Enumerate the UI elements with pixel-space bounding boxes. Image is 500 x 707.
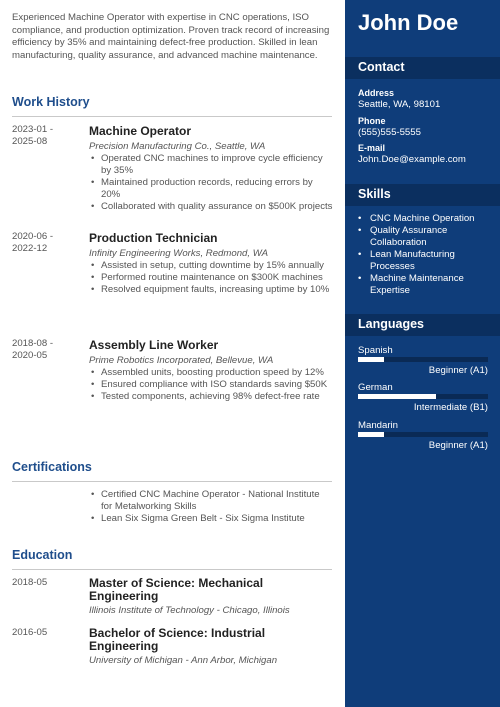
job-bullet: • Operated CNC machines to improve cycle efficiency by 35%: [89, 153, 333, 177]
language-entry: [358, 345, 488, 377]
language-proficiency-fill: [358, 394, 436, 399]
email-value[interactable]: John.Doe@example.com: [358, 154, 466, 165]
divider: [12, 116, 332, 117]
job-bullet: • Resolved equipment faults, increasing uptime by 10%: [89, 284, 333, 296]
phone-label: Phone: [358, 116, 386, 126]
language-name: Mandarin: [358, 420, 398, 431]
education-date: 2018-05: [12, 577, 48, 588]
job-bullet: • Performed routine maintenance on $300K machines: [89, 272, 333, 284]
skills-heading: Skills: [358, 187, 391, 201]
languages-header-bar: [345, 314, 500, 336]
job-dates: [12, 231, 82, 255]
job-dates: [12, 124, 82, 148]
job-company: Precision Manufacturing Co., Seattle, WA: [89, 141, 266, 152]
email-label: E-mail: [358, 143, 386, 153]
education-degree: Master of Science: Mechanical Engineering: [89, 576, 264, 603]
candidate-name: John Doe: [358, 10, 459, 35]
skill-item: • Machine Maintenance Expertise: [358, 273, 498, 297]
phone-value: (555)555-5555: [358, 127, 421, 138]
work-history-heading: Work History: [12, 95, 90, 109]
language-level: Beginner (A1): [428, 365, 488, 376]
job-bullets: [89, 153, 333, 213]
address-label: Address: [358, 88, 395, 98]
language-entry: [358, 420, 488, 452]
job-company: Infinity Engineering Works, Redmond, WA: [89, 248, 268, 259]
skill-item: • Quality Assurance Collaboration: [358, 225, 498, 249]
language-proficiency-fill: [358, 357, 384, 362]
job-date-start: 2023-01 -: [12, 124, 54, 135]
job-bullets: [89, 367, 333, 403]
language-name: German: [358, 382, 393, 393]
language-proficiency-bar: [358, 432, 488, 437]
job-date-end: 2020-05: [12, 350, 48, 361]
education-degree: Bachelor of Science: Industrial Engineering: [89, 626, 266, 653]
education-date: 2016-05: [12, 627, 48, 638]
language-level: Intermediate (B1): [413, 402, 488, 413]
certifications-list: [89, 489, 329, 525]
skill-item: • Lean Manufacturing Processes: [358, 249, 498, 273]
job-bullet: • Ensured compliance with ISO standards saving $50K: [89, 379, 333, 391]
job-date-end: 2025-08: [12, 136, 48, 147]
languages-heading: Languages: [358, 317, 424, 331]
job-title: Machine Operator: [89, 124, 192, 138]
job-bullet: • Collaborated with quality assurance on $500K projects: [89, 201, 333, 213]
job-bullet: • Assembled units, boosting production speed by 12%: [89, 367, 333, 379]
job-bullets: [89, 260, 333, 296]
language-level: Beginner (A1): [428, 440, 488, 451]
job-title: Assembly Line Worker: [89, 338, 219, 352]
job-date-end: 2022-12: [12, 243, 48, 254]
job-bullet: • Assisted in setup, cutting downtime by 15% annually: [89, 260, 333, 272]
language-entry: [358, 382, 488, 414]
job-company: Prime Robotics Incorporated, Bellevue, WA: [89, 355, 274, 366]
education-school: Illinois Institute of Technology - Chicago, Illinois: [89, 605, 290, 616]
address-value: Seattle, WA, 98101: [358, 99, 441, 110]
certifications-heading: Certifications: [12, 460, 92, 474]
job-date-start: 2020-06 -: [12, 231, 54, 242]
language-proficiency-bar: [358, 357, 488, 362]
job-bullet: • Tested components, achieving 98% defect-free rate: [89, 391, 333, 403]
sidebar: [345, 0, 500, 707]
contact-header-bar: [345, 57, 500, 79]
summary-text: Experienced Machine Operator with expertise in CNC operations, ISO compliance, and production optimization. Proven track record of increasing efficiency by 35% and maintaining defect-free production. Skilled in lean manufacturing, quality assurance, and advanced machine maintenance.: [12, 12, 330, 61]
language-name: Spanish: [358, 345, 393, 356]
certification-item: • Certified CNC Machine Operator - National Institute for Metalworking Skills: [89, 489, 329, 513]
language-proficiency-bar: [358, 394, 488, 399]
skills-list: [358, 213, 498, 297]
job-dates: [12, 338, 82, 362]
education-school: University of Michigan - Ann Arbor, Michigan: [89, 655, 278, 666]
certification-item: • Lean Six Sigma Green Belt - Six Sigma Institute: [89, 513, 329, 525]
education-heading: Education: [12, 548, 73, 562]
divider: [12, 481, 332, 482]
divider: [12, 569, 332, 570]
job-date-start: 2018-08 -: [12, 338, 54, 349]
contact-heading: Contact: [358, 60, 405, 74]
job-bullet: • Maintained production records, reducing errors by 20%: [89, 177, 333, 201]
language-proficiency-fill: [358, 432, 384, 437]
job-title: Production Technician: [89, 231, 218, 245]
skill-item: • CNC Machine Operation: [358, 213, 498, 225]
skills-header-bar: [345, 184, 500, 206]
